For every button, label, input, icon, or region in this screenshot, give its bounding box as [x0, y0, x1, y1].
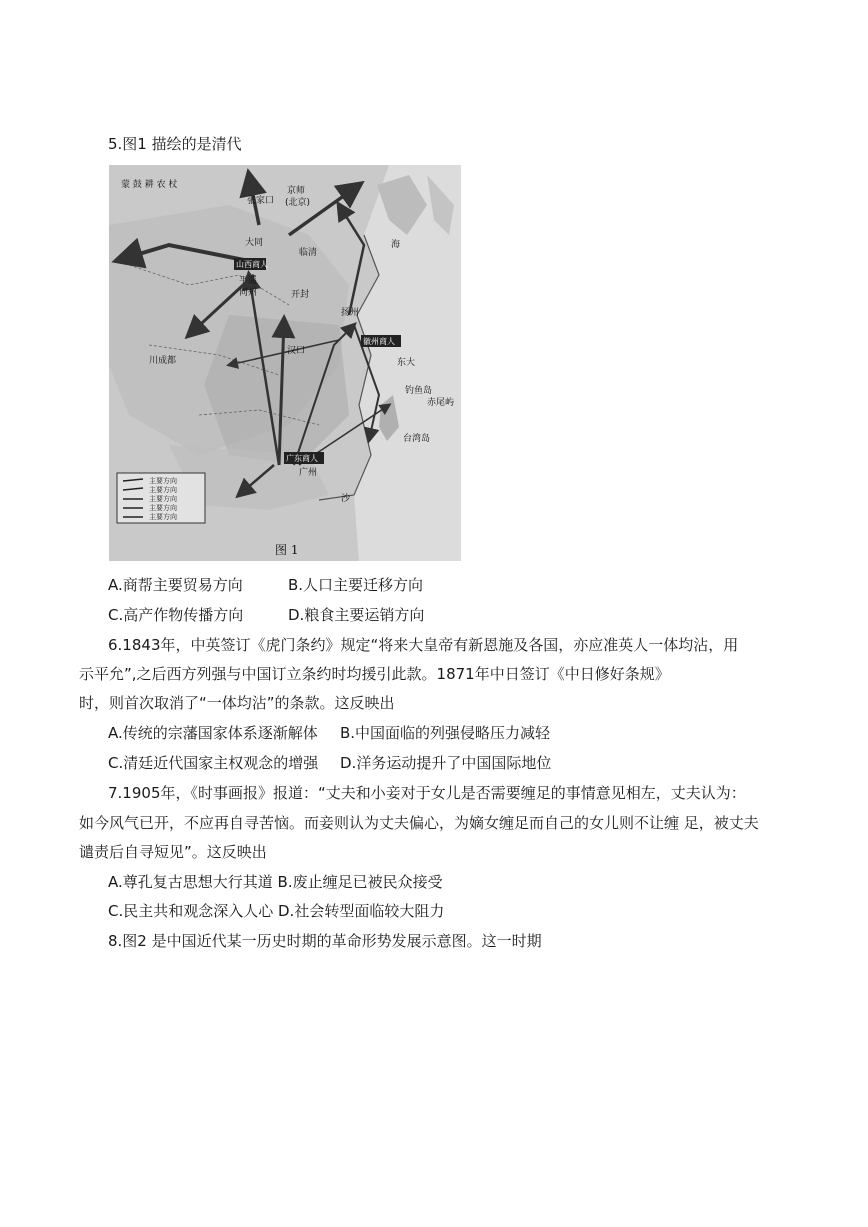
map-label-linqing: 临清 [299, 248, 318, 258]
q6-option-a: A.传统的宗藩国家体系逐渐解体 [108, 724, 318, 742]
q6-line-1: 6.1843年，中英签订《虎门条约》规定“将来大皇帝有新恩施及各国，亦应准英人一体均沾，用 [108, 636, 739, 654]
map-label-hankou: 汉口 [287, 346, 306, 356]
q7-line-1: 7.1905年，《时事画报》报道：“丈夫和小妾对于女儿是否需要缠足的事情意见相左，丈夫认为： [108, 784, 746, 802]
map-label-beijing: (北京) [285, 198, 311, 208]
map-label-kaifeng: 开封 [291, 290, 310, 300]
map-label-huizhou-merchant: 徽州商人 [363, 337, 395, 346]
map-label-chiwei: 赤尾屿 [427, 398, 455, 408]
q5-option-a: A.商帮主要贸易方向 [108, 576, 243, 594]
map-label-guangdong-merchant: 广东商人 [286, 454, 318, 463]
map-label-dongda: 东大 [397, 358, 416, 368]
figure-1-map [109, 165, 461, 561]
legend-item-4: 主要方向 [149, 504, 177, 512]
map-label-sha: 沙 [341, 494, 351, 504]
q6-option-d: D.洋务运动提升了中国国际地位 [340, 754, 552, 772]
q6-line-3: 时，则首次取消了“一体均沾”的条款。这反映出 [79, 694, 395, 712]
map-graphic [109, 165, 461, 561]
legend-item-1: 主要方向 [149, 477, 177, 485]
map-label-zhangjiakou: 张家口 [247, 196, 275, 206]
map-label-tongzhou: 同州 [239, 288, 258, 298]
map-label-jingshi: 京师 [287, 186, 306, 196]
map-label-guangzhou: 广州 [299, 468, 318, 478]
q7-line-2: 如今风气已开，不应再自寻苦恼。而妾则认为丈夫偏心，为嫡女缠足而自己的女儿则不让缠 足，被丈夫 [79, 814, 759, 832]
map-label-chengdu: 川成都 [149, 356, 177, 366]
figure-1-caption: 图 1 [275, 543, 299, 557]
map-label-pingyao: 平遥 [239, 276, 258, 286]
legend-item-2: 主要方向 [149, 486, 177, 494]
map-label-shanxi-merchant: 山西商人 [236, 260, 268, 269]
map-label-hai: 海 [391, 240, 401, 250]
q8-stem: 8.图2 是中国近代某一历史时期的革命形势发展示意图。这一时期 [108, 932, 542, 950]
q7-line-3: 谴责后自寻短见”。这反映出 [79, 843, 267, 861]
q6-option-c: C.清廷近代国家主权观念的增强 [108, 754, 319, 772]
map-label-kouwai: 蒙 鼓 耕 农 杖 [121, 180, 178, 190]
map-label-yangzhou: 扬州 [341, 308, 360, 318]
map-label-taiwan: 台湾岛 [403, 434, 431, 444]
question-5-stem: 5.图1 描绘的是清代 [108, 135, 242, 153]
q5-option-b: B.人口主要迁移方向 [288, 576, 424, 594]
q7-options-cd: C.民主共和观念深入人心 D.社会转型面临较大阻力 [108, 902, 445, 920]
q6-line-2: 示平允”,之后西方列强与中国订立条约时均援引此款。1871年中日签订《中日修好条规》 [79, 665, 670, 683]
q5-option-d: D.粮食主要运销方向 [288, 606, 425, 624]
map-label-datong: 大同 [245, 238, 264, 248]
q6-option-b: B.中国面临的列强侵略压力减轻 [340, 724, 551, 742]
q5-option-c: C.高产作物传播方向 [108, 606, 244, 624]
map-label-diaoyu: 钓鱼岛 [405, 386, 433, 396]
q7-options-ab: A.尊孔复古思想大行其道 B.废止缠足已被民众接受 [108, 873, 443, 891]
legend-item-3: 主要方向 [149, 495, 177, 503]
legend-item-5: 主要方向 [149, 513, 177, 521]
